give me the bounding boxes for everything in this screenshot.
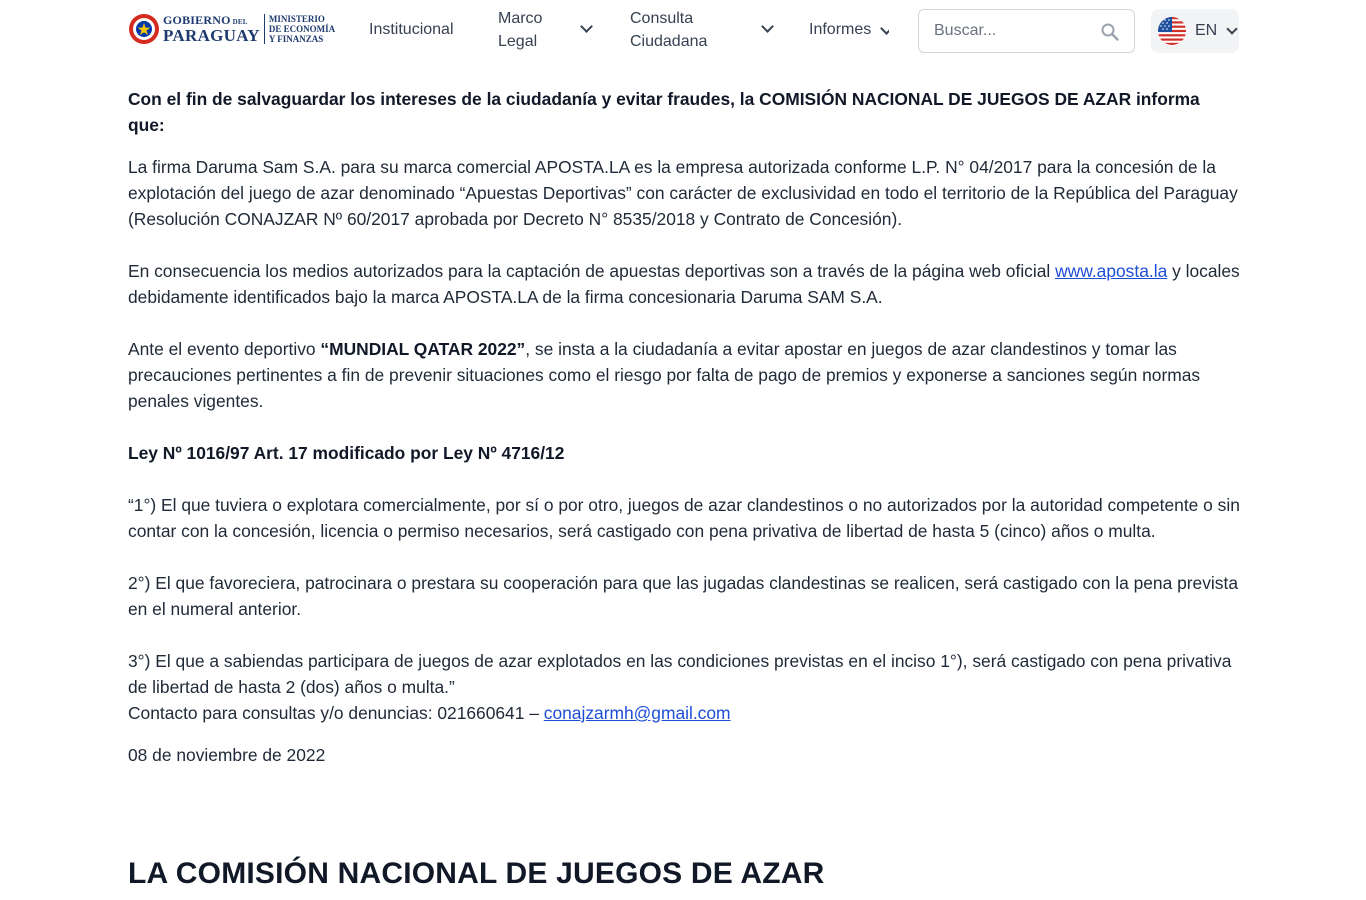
- publication-date: 08 de noviembre de 2022: [128, 745, 326, 765]
- spacer: [128, 414, 1240, 440]
- paragraph-text: y locales debidamente identificados bajo la marca APOSTA.LA de la firma concesionaria Daruma SAM S.A.: [128, 261, 1240, 307]
- nav-item-label-line-2: Legal: [498, 33, 538, 50]
- nav-item-label-line-1: Marco: [498, 10, 543, 27]
- contact-text: Contacto para consultas y/o denuncias: 021660641 –: [128, 703, 544, 723]
- search-input[interactable]: [934, 10, 1094, 52]
- search-icon[interactable]: [1100, 22, 1120, 42]
- site-header: [0, 0, 1366, 62]
- spacer: [128, 544, 1240, 570]
- spacer: [128, 310, 1240, 336]
- government-logo[interactable]: [128, 12, 340, 46]
- paragraph-concession: La firma Daruma Sam S.A. para su marca comercial APOSTA.LA es la empresa autorizada conforme L.P. N° 04/2017 para la concesión de la explotación del juego de azar denominado “Apuestas Deportivas” con carácter de exclusividad en todo el territorio de la República del Paraguay (Resolución CONAJZAR Nº 60/2017 aprobada por Decreto N° 8535/2018 y Contrato de Concesión).: [128, 157, 1238, 229]
- chevron-down-icon: [1226, 23, 1237, 34]
- nav-item-label: Institucional: [369, 21, 454, 38]
- paragraph-text: En consecuencia los medios autorizados para la captación de apuestas deportivas son a través de la página web oficial: [128, 261, 1056, 281]
- chevron-down-icon: [880, 22, 889, 35]
- nav-item-institucional[interactable]: [369, 18, 454, 41]
- nav-item-label: Informes: [809, 21, 872, 38]
- nav-item-marco-legal[interactable]: [498, 7, 596, 53]
- logo-line-2: PARAGUAY: [163, 26, 260, 45]
- language-selector[interactable]: [1151, 9, 1239, 53]
- logo-line-1-small: DEL: [232, 18, 248, 26]
- us-flag-icon: [1158, 17, 1186, 45]
- article-intro: Con el fin de salvaguardar los intereses de la ciudadanía y evitar fraudes, la COMISIÓN NACIONAL DE JUEGOS DE AZAR informa que:: [128, 89, 1200, 135]
- nav-item-label-line-2: Ciudadana: [630, 33, 708, 50]
- contact-line: [128, 700, 1240, 726]
- language-label: EN: [1195, 22, 1218, 39]
- search-box: [918, 9, 1135, 53]
- ministry-line-3: Y FINANZAS: [268, 34, 324, 44]
- spacer: [128, 232, 1240, 258]
- law-clause-1: “1°) El que tuviera o explotara comercialmente, por sí o por otro, juegos de azar clandestinos o no autorizados por la autoridad competente o sin contar con la concesión, licencia o permiso necesarios, será castigado con pena privativa de libertad de hasta 5 (cinco) años o multa.: [128, 495, 1240, 541]
- paragraph-authorized-channels: [128, 258, 1240, 310]
- law-clause-2: 2°) El que favoreciera, patrocinara o prestara su cooperación para que las jugadas clandestinas se realicen, será castigado con la pena prevista en el numeral anterior.: [128, 573, 1238, 619]
- logo-line-1: GOBIERNO: [163, 13, 231, 27]
- aposta-link[interactable]: www.aposta.la: [1055, 261, 1168, 281]
- spacer: [128, 622, 1240, 648]
- ministry-name: [269, 14, 335, 44]
- contact-email-link[interactable]: conajzarmh@gmail.com: [543, 703, 731, 723]
- article-body: [128, 86, 1240, 768]
- spacer: [128, 466, 1240, 492]
- ministry-line-2: DE ECONOMÍA: [268, 24, 336, 34]
- ministry-line-1: MINISTERIO: [268, 14, 325, 24]
- section-heading: LA COMISIÓN NACIONAL DE JUEGOS DE AZAR: [128, 857, 825, 890]
- law-title: Ley Nº 1016/97 Art. 17 modificado por Ley Nº 4716/12: [128, 443, 565, 463]
- law-clause-3: 3°) El que a sabiendas participara de juegos de azar explotados en las condiciones previstas en el inciso 1°), será castigado con pena privativa de libertad de hasta 2 (dos) años o multa.”: [128, 651, 1232, 697]
- paragraph-world-cup-warning: [128, 336, 1240, 414]
- logo-divider: [264, 14, 265, 44]
- nav-item-informes[interactable]: [809, 18, 889, 41]
- paraguay-seal-icon: [128, 13, 160, 45]
- paragraph-text: Ante el evento deportivo: [128, 339, 321, 359]
- event-name: “MUNDIAL QATAR 2022”: [320, 339, 526, 359]
- nav-item-consulta-ciudadana[interactable]: [630, 7, 774, 53]
- paragraph-text: , se insta a la ciudadanía a evitar apostar en juegos de azar clandestinos y tomar las precauciones pertinentes a fin de prevenir situaciones como el riesgo por falta de pago de premios y exponerse a sanciones según normas penales vigentes.: [128, 339, 1201, 411]
- nav-item-label-line-1: Consulta: [630, 10, 694, 27]
